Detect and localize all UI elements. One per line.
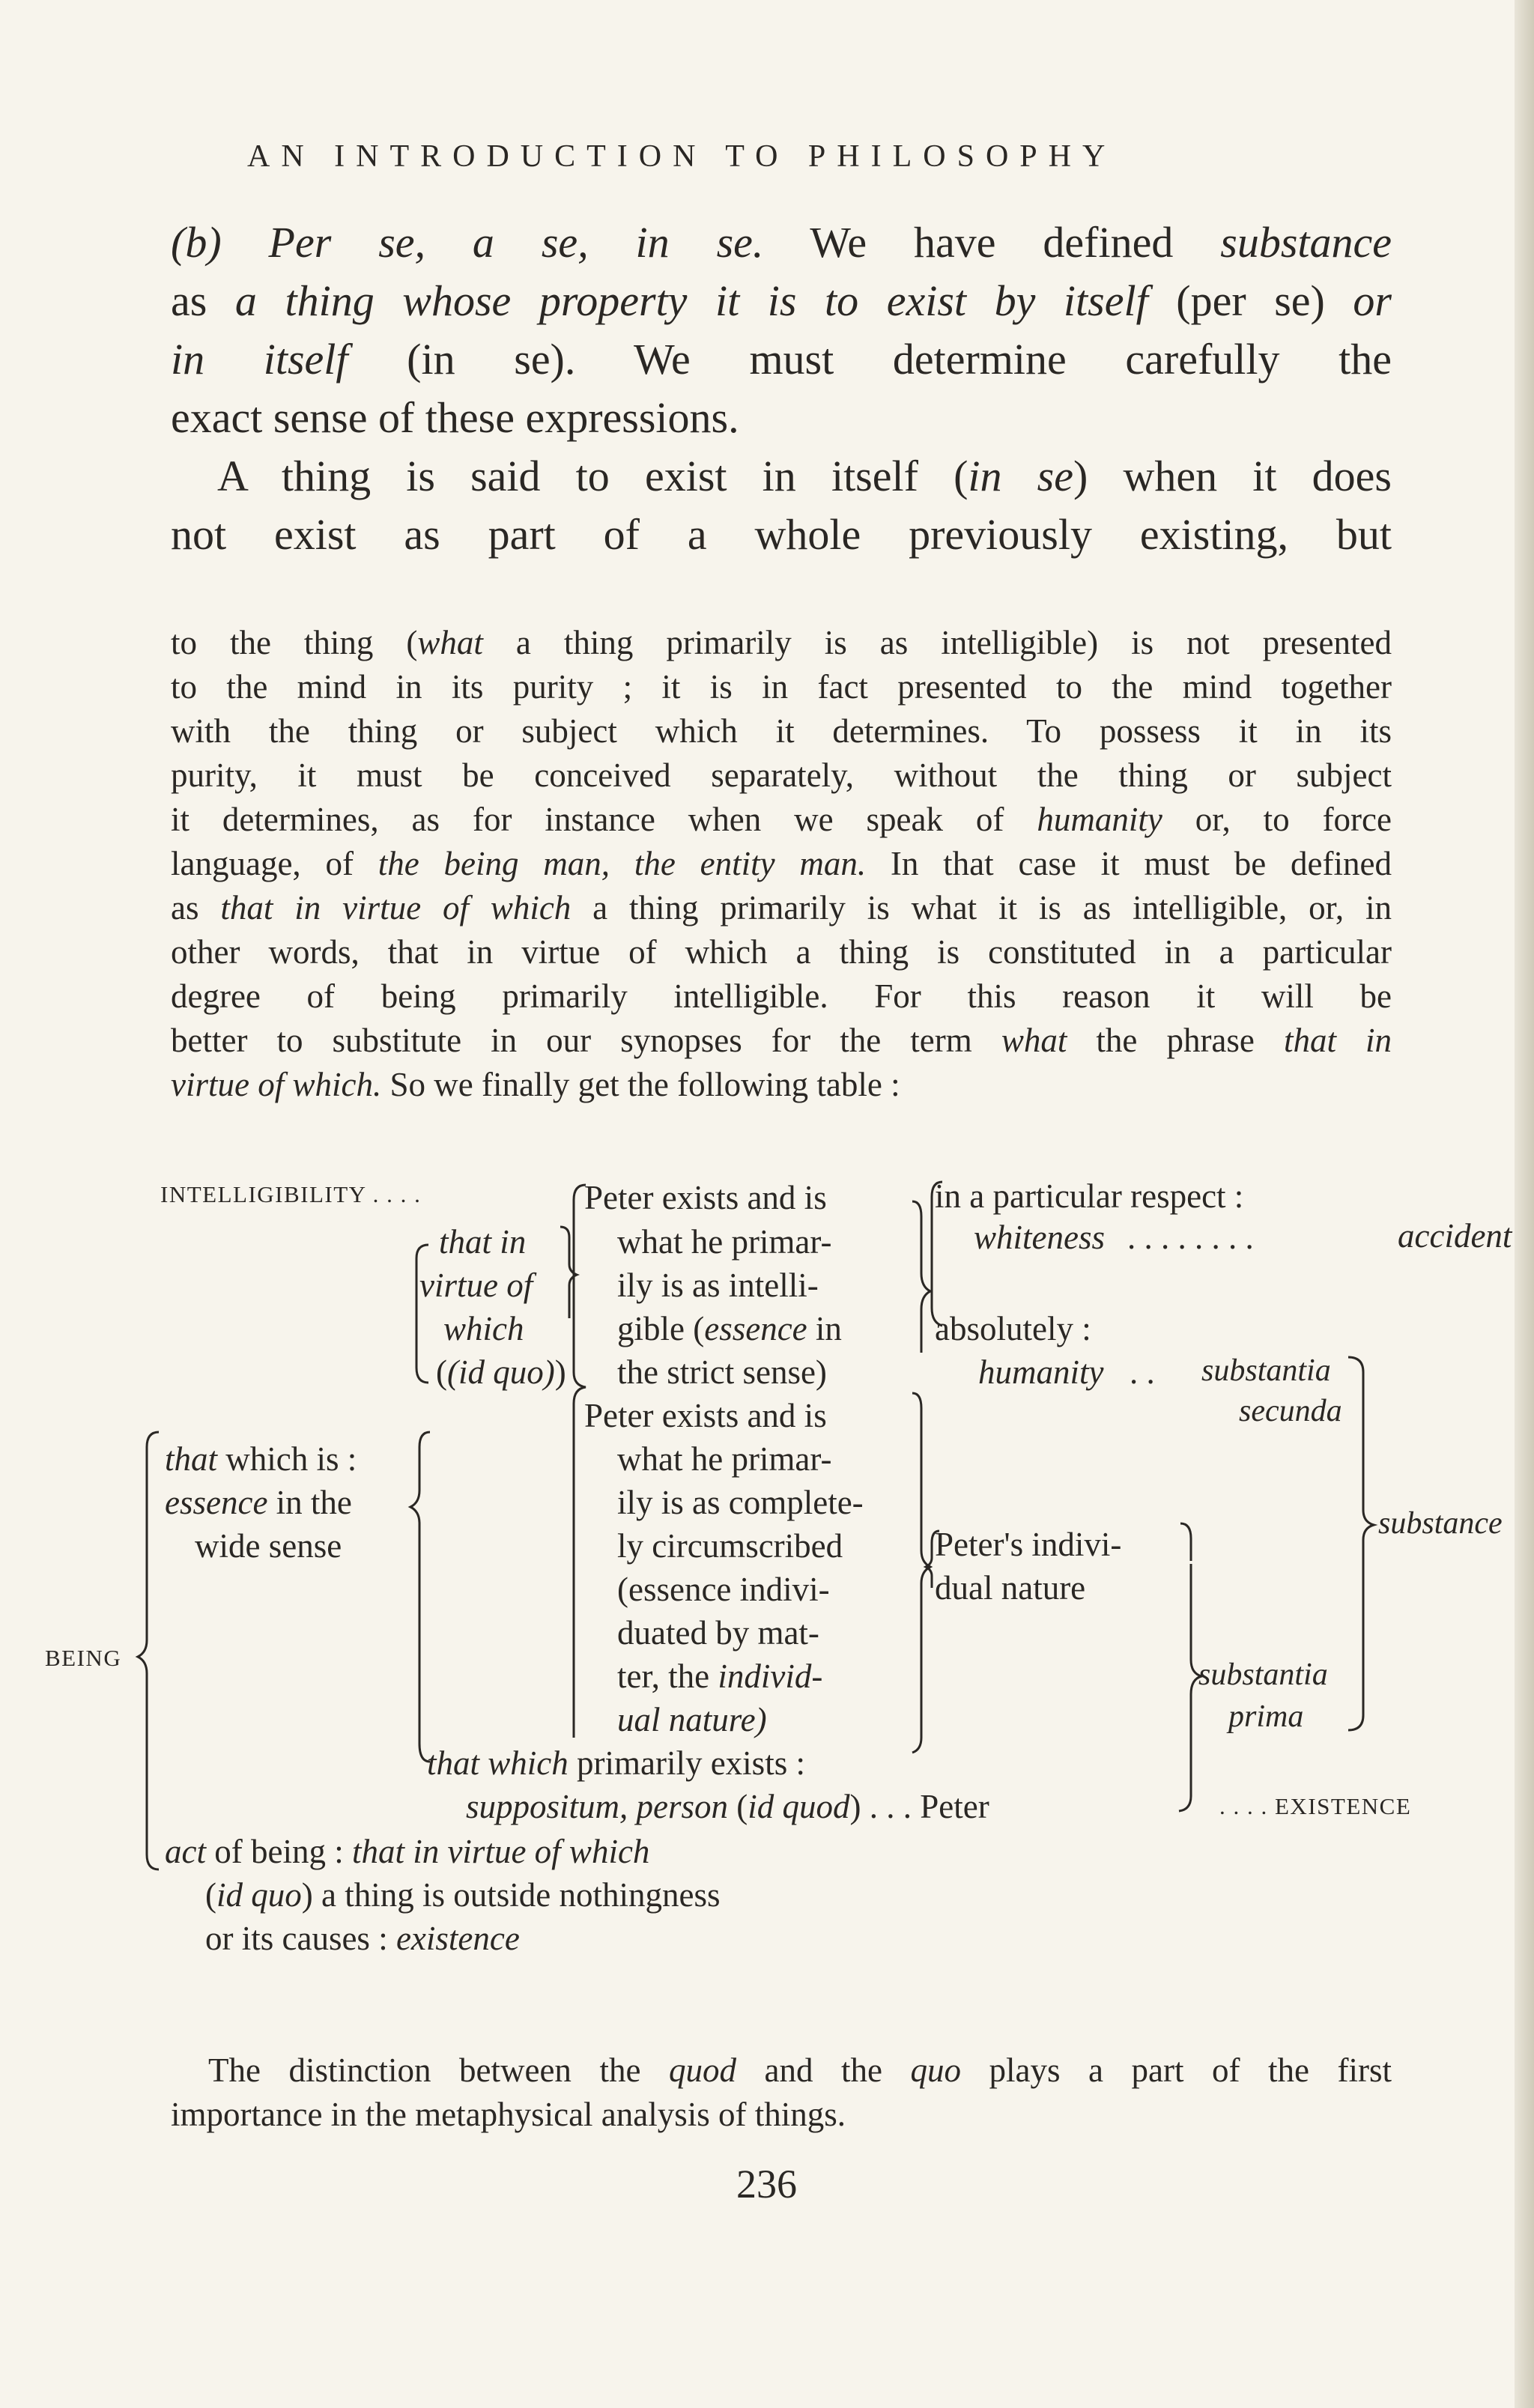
note-line: to the thing (what a thing primarily is as intelligible) is not presented (171, 624, 1392, 661)
humanity-leader: . . (1130, 1353, 1155, 1391)
bracket-big-left (574, 1185, 586, 1738)
pe-line: ily is as intelli- (617, 1267, 819, 1304)
label-act-of-being-3: or its causes : existence (205, 1920, 520, 1957)
pc-line: ual nature) (617, 1701, 767, 1738)
pc-line: ter, the individ- (617, 1658, 823, 1695)
label-individual-nature-1: Peter's indivi- (935, 1526, 1122, 1563)
label-substance: substance (1378, 1506, 1503, 1541)
label-that-in: that in (439, 1223, 527, 1261)
bracket-that-which-is (410, 1432, 430, 1762)
label-id-quo: ((id quo)) (436, 1353, 566, 1391)
label-virtue-of: virtue of (419, 1267, 533, 1304)
label-wide-sense: wide sense (195, 1527, 342, 1565)
note-line: purity, it must be conceived separately, without the thing or subject (171, 756, 1392, 794)
body-line: exact sense of these expressions. (171, 393, 739, 442)
note-line: other words, that in virtue of which a thing is constituted in a particular (171, 933, 1392, 971)
label-substantia-prima-1: substantia (1198, 1658, 1328, 1692)
pc-line: what he primar- (617, 1440, 832, 1478)
pc-line: ly circumscribed (617, 1527, 843, 1565)
pe-line: what he primar- (617, 1223, 832, 1261)
label-existence: . . . . EXISTENCE (1219, 1793, 1412, 1819)
label-substantia-prima-2: prima (1228, 1699, 1304, 1734)
body-line: not exist as part of a whole previously existing, but (171, 510, 1392, 559)
note-line: as that in virtue of which a thing primarily is what it is as intelligible, or, in (171, 889, 1392, 926)
label-individual-nature-2: dual nature (935, 1569, 1086, 1607)
pc-line: Peter exists and is (584, 1397, 827, 1434)
label-substantia-secunda-1: substantia (1201, 1353, 1331, 1388)
label-act-of-being-2: (id quo) a thing is outside nothingness (205, 1876, 721, 1914)
body-line: as a thing whose property it is to exist by itself (per se) or (171, 276, 1392, 325)
pc-line: (essence indivi- (617, 1571, 830, 1608)
label-suppositum: suppositum, person (id quod) . . . Peter (466, 1788, 989, 1825)
note-line: virtue of which. So we finally get the following table : (171, 1066, 900, 1103)
pe-line: the strict sense) (617, 1353, 827, 1391)
note-line: it determines, as for instance when we speak of humanity or, to force (171, 801, 1392, 838)
pe-line: Peter exists and is (584, 1179, 827, 1216)
bracket-indiv-close (1180, 1523, 1191, 1561)
bracket-substance (1348, 1357, 1374, 1730)
label-essence-wide: essence in the (165, 1484, 352, 1521)
pc-line: duated by mat- (617, 1614, 819, 1652)
pc-line: ily is as complete- (617, 1484, 864, 1521)
bracket-pc-close (912, 1393, 930, 1753)
running-head: AN INTRODUCTION TO PHILOSOPHY (247, 139, 1117, 174)
pe-line: gible (essence in (617, 1310, 842, 1347)
note-line: with the thing or subject which it determines. To possess it in its (171, 712, 1392, 750)
label-intelligibility: INTELLIGIBILITY . . . . (160, 1181, 422, 1207)
closing-line: importance in the metaphysical analysis of things. (171, 2096, 846, 2133)
label-particular-respect: in a particular respect : (935, 1177, 1244, 1215)
label-act-of-being: act of being : that in virtue of which (165, 1833, 650, 1870)
body-line: in itself (in se). We must determine carefully the (171, 335, 1392, 383)
label-substantia-secunda-2: secunda (1239, 1394, 1342, 1428)
body-line: (b) Per se, a se, in se. We have defined substance (171, 218, 1392, 267)
bracket-pe-close (912, 1201, 930, 1353)
note-line: better to substitute in our synopses for the term what the phrase that in (171, 1022, 1392, 1059)
label-accident: accident (1398, 1217, 1512, 1255)
label-which: which (443, 1310, 524, 1347)
label-humanity: humanity (978, 1353, 1104, 1391)
body-line: A thing is said to exist in itself (in se) when it does (217, 452, 1392, 500)
note-line: to the mind in its purity ; it is in fact presented to the mind together (171, 668, 1392, 706)
label-that-which-is: that which is : (165, 1440, 357, 1478)
bracket-being (138, 1432, 159, 1869)
label-whiteness: whiteness (974, 1219, 1105, 1256)
note-line: language, of the being man, the entity man. In that case it must be defined (171, 845, 1392, 882)
whiteness-leader: . . . . . . . . (1127, 1219, 1254, 1256)
label-being: BEING (45, 1645, 122, 1671)
label-absolutely: absolutely : (935, 1310, 1091, 1347)
label-that-which-primarily-exists: that which primarily exists : (427, 1744, 805, 1782)
note-line: degree of being primarily intelligible. For this reason it will be (171, 977, 1392, 1015)
closing-line: The distinction between the quod and the quo plays a part of the first (208, 2051, 1392, 2089)
page-number: 236 (736, 2162, 797, 2207)
